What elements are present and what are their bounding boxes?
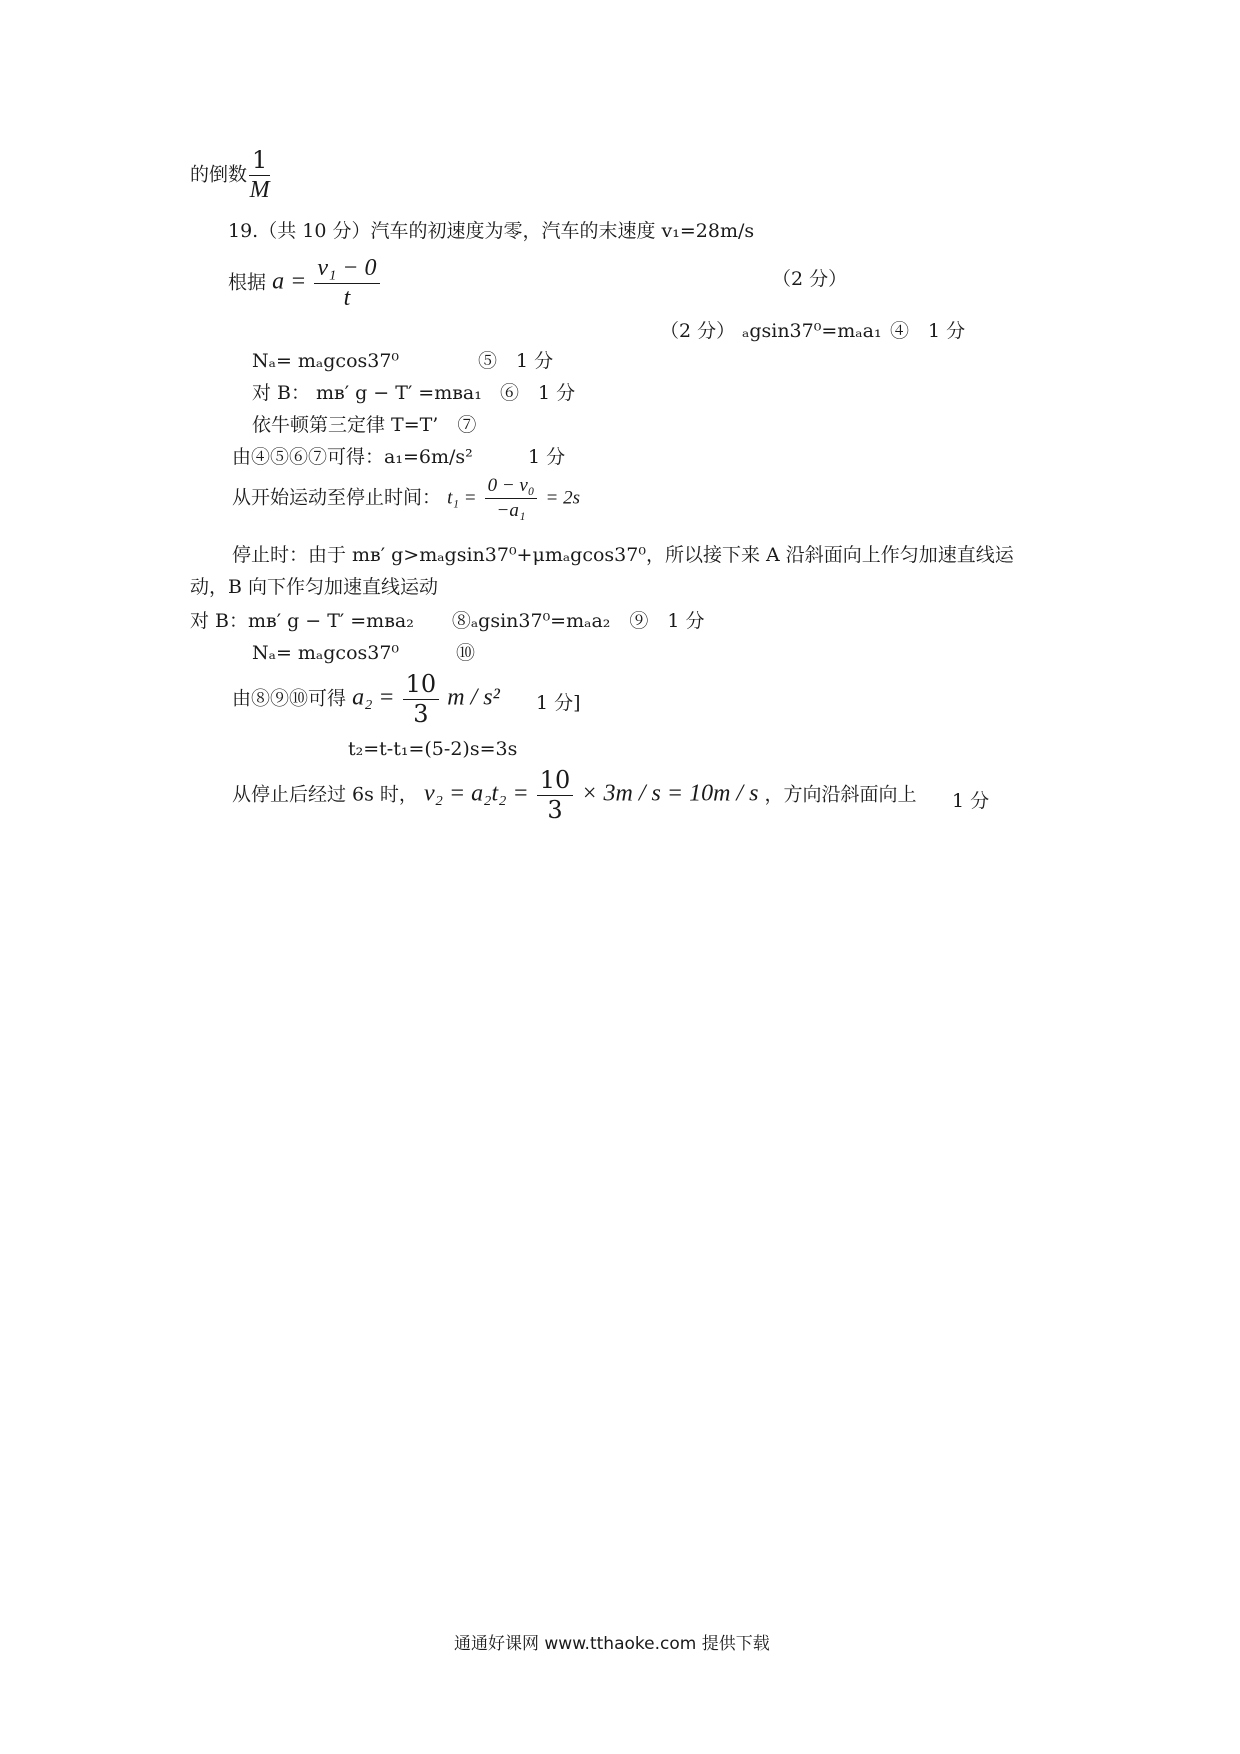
mark-6: ⑥ 1 分	[500, 382, 576, 404]
eq-a-gsin37: ₐgsin37⁰=mₐa₁	[742, 320, 882, 342]
question-19-heading: 19.（共 10 分）汽车的初速度为零，汽车的末速度 v₁=28m/s	[228, 220, 755, 242]
line-stop-time: 从开始运动至停止时间： t₁ = $\frac{\text{0 − v₀}}{\text{−a₁}}$ = 2s	[232, 475, 580, 521]
fraction-1-over-M: $\frac{1}{M}$	[249, 146, 270, 204]
paragraph-stop-line1: 停止时：由于 mʙ′ g>mₐgsin37⁰+μmₐgcos37⁰，所以接下来 A 沿斜面向上作匀加速直线运	[232, 544, 1014, 566]
fraction-10-over-3-b: $\frac{10}{3}$	[537, 768, 574, 823]
line-result-a2: 由⑧⑨⑩可得 a₂ = $\frac{10}{3}$ m / s²	[232, 670, 500, 729]
eq-normal-force: Nₐ= mₐgcos37⁰	[252, 350, 400, 372]
eq-for-b: 对 B： mʙ′ g − T′ =mʙa₁	[252, 382, 482, 404]
eq-for-b-2: 对 B：mʙ′ g − T′ =mʙa₂ ⑧ₐgsin37⁰=mₐa₂ ⑨ 1 分	[190, 610, 705, 632]
footer-credit: 通通好课网 www.tthaoke.com 提供下载	[454, 1634, 770, 1654]
fraction-10-over-3: $\frac{10}{3}$	[403, 672, 440, 727]
mark-4: ④ 1 分	[890, 320, 966, 342]
paragraph-stop-line2: 动，B 向下作匀加速直线运动	[190, 576, 439, 598]
eq-t2: t₂=t-t₁=(5-2)s=3s	[348, 738, 518, 760]
score-2-second: （2 分）	[660, 320, 736, 342]
result-a1: 由④⑤⑥⑦可得：a₁=6m/s²	[232, 446, 473, 468]
score-2: （2 分）	[772, 268, 848, 290]
line-acceleration-formula: 根据 a = $\frac{\text{v₁ − 0}}{t}$	[228, 256, 382, 311]
mark-5: ⑤ 1 分	[478, 350, 554, 372]
newton-third-law: 依牛顿第三定律 T=T’ ⑦	[252, 414, 477, 436]
fraction-v0-over-a1: $\frac{\text{0 − v₀}}{\text{−a₁}}$	[485, 476, 538, 521]
mark-8: 1 分	[528, 446, 566, 468]
mark-16: 1 分	[952, 790, 990, 812]
line-final-velocity: 从停止后经过 6s 时， v₂ = a₂t₂ = $\frac{10}{3}$ × 3m / s = 10m / s ，方向沿斜面向上	[232, 766, 917, 825]
eq-normal-force-2: Nₐ= mₐgcos37⁰ ⑩	[252, 642, 476, 664]
mark-14: 1 分]	[536, 692, 581, 714]
line-reciprocal	[190, 148, 272, 203]
fraction-v1-over-t: $\frac{\text{v₁ − 0}}{t}$	[314, 256, 379, 311]
text-reciprocal-prefix: 的倒数	[190, 163, 248, 186]
